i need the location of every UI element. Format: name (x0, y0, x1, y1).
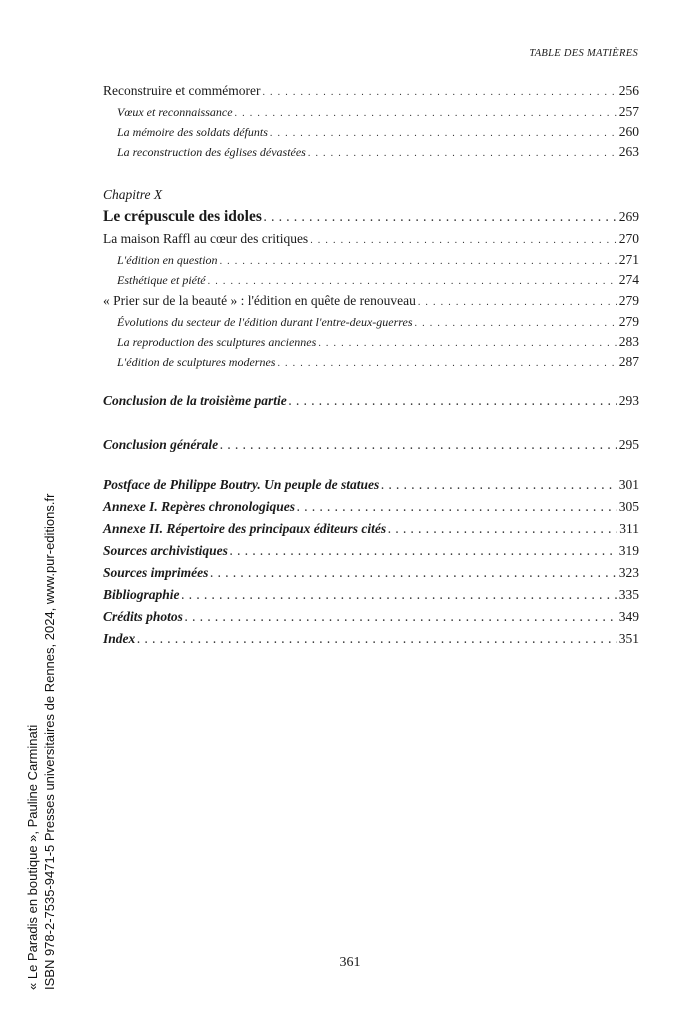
dot-leader (297, 496, 617, 520)
toc-entry-page: 349 (618, 609, 639, 624)
dot-leader (185, 606, 617, 630)
toc-entry-title: Conclusion générale (103, 437, 219, 452)
page-number: 361 (339, 955, 361, 970)
dot-leader (137, 628, 616, 652)
toc-subentry[interactable] (103, 102, 639, 122)
running-head: TABLE DES MATIÈRES (529, 48, 638, 59)
dot-leader (208, 270, 617, 292)
dot-leader (381, 474, 617, 498)
dot-leader (230, 540, 617, 564)
toc-subentry[interactable] (103, 122, 639, 142)
toc-entry-page: 274 (618, 272, 639, 287)
side-credit-line: ISBN 978-2-7535-9471-5 Presses universitaires de Rennes, 2024, www.pur-editions.fr (42, 493, 57, 990)
toc-entry-title: Reconstruire et commémorer (103, 83, 261, 98)
toc-back-matter-entry[interactable] (103, 628, 639, 650)
chapter-label: Chapitre X (103, 187, 163, 202)
toc-entry-page: 295 (618, 437, 639, 452)
toc-entry-page: 305 (618, 499, 639, 514)
toc-entry-title: « Prier sur de la beauté » : l'édition en quête de renouveau (103, 293, 416, 308)
toc-back-matter-entry[interactable] (103, 584, 639, 606)
toc-entry-page: 270 (618, 231, 639, 246)
toc-entry-page: 279 (618, 293, 639, 308)
dot-leader (235, 102, 617, 124)
toc-entry-page: 311 (619, 521, 639, 536)
toc-entry-page: 293 (618, 393, 639, 408)
toc-back-matter-entry[interactable] (103, 562, 639, 584)
toc-entry-title: Esthétique et piété (117, 273, 206, 287)
dot-leader (210, 562, 616, 586)
side-credit-line: « Le Paradis en boutique », Pauline Carminati (25, 724, 40, 990)
dot-leader (310, 228, 617, 252)
dot-leader (220, 434, 617, 458)
toc-entry-page: 351 (618, 631, 639, 646)
toc-entry-title: La maison Raffl au cœur des critiques (103, 231, 309, 246)
dot-leader (220, 250, 617, 272)
toc-entry[interactable] (103, 80, 639, 102)
toc-back-matter-entry[interactable] (103, 606, 639, 628)
toc-subentry[interactable] (103, 270, 639, 290)
toc-entry-title: Conclusion de la troisième partie (103, 393, 287, 408)
dot-leader (182, 584, 617, 608)
dot-leader (277, 352, 616, 374)
toc-back-matter-entry[interactable] (103, 540, 639, 562)
spacer (103, 372, 639, 390)
toc-entry-page: 323 (618, 565, 639, 580)
spacer (103, 412, 639, 434)
toc-entry[interactable] (103, 290, 639, 312)
toc-entry-page: 256 (618, 83, 639, 98)
dot-leader (262, 80, 616, 104)
spacer (103, 456, 639, 474)
toc-part-conclusion[interactable] (103, 390, 639, 412)
toc-back-matter-entry[interactable] (103, 474, 639, 496)
toc-entry-title: La mémoire des soldats défunts (117, 125, 268, 139)
toc-entry-page: 263 (618, 144, 639, 159)
toc-entry-title: L'édition en question (117, 253, 218, 267)
toc-entry-page: 301 (618, 477, 639, 492)
toc-back-matter-entry[interactable] (103, 518, 639, 540)
toc-entry-page: 335 (618, 587, 639, 602)
toc-entry-title: Postface de Philippe Boutry. Un peuple de statues (103, 477, 380, 492)
spacer (103, 162, 639, 184)
toc-chapter-entry[interactable] (103, 206, 639, 228)
toc-entry-page: 279 (618, 314, 639, 329)
toc-entry-title: Vœux et reconnaissance (117, 105, 233, 119)
toc-entry-title: La reconstruction des églises dévastées (117, 145, 306, 159)
dot-leader (289, 390, 617, 414)
dot-leader (264, 206, 617, 230)
toc-entry-title: Crédits photos (103, 609, 183, 624)
toc-entry-page: 287 (618, 354, 639, 369)
chapter-title: Le crépuscule des idoles (103, 208, 262, 225)
toc-subentry[interactable] (103, 250, 639, 270)
toc-subentry[interactable] (103, 332, 639, 352)
toc-entry-title: Annexe II. Répertoire des principaux éditeurs cités (103, 521, 387, 536)
toc-back-matter-entry[interactable] (103, 496, 639, 518)
toc-entry-page: 319 (618, 543, 639, 558)
table-of-contents (103, 80, 639, 650)
toc-entry-title: La reproduction des sculptures anciennes (117, 335, 317, 349)
toc-entry[interactable] (103, 228, 639, 250)
toc-entry-page: 269 (618, 209, 639, 224)
toc-entry-title: Sources imprimées (103, 565, 209, 580)
dot-leader (418, 290, 617, 314)
toc-entry-title: Sources archivistiques (103, 543, 228, 558)
toc-entry-title: Index (103, 631, 136, 646)
toc-entry-title: Bibliographie (103, 587, 180, 602)
toc-entry-title: Annexe I. Repères chronologiques (103, 499, 296, 514)
dot-leader (318, 332, 616, 354)
toc-entry-page: 283 (618, 334, 639, 349)
side-credit (24, 494, 58, 990)
dot-leader (270, 122, 617, 144)
dot-leader (415, 312, 617, 334)
toc-entry-title: Évolutions du secteur de l'édition durant l'entre-deux-guerres (117, 315, 413, 329)
toc-entry-page: 257 (618, 104, 639, 119)
toc-subentry[interactable] (103, 142, 639, 162)
toc-entry-page: 271 (618, 252, 639, 267)
toc-subentry[interactable] (103, 352, 639, 372)
toc-general-conclusion[interactable] (103, 434, 639, 456)
dot-leader (308, 142, 617, 164)
toc-entry-title: L'édition de sculptures modernes (117, 355, 276, 369)
dot-leader (388, 518, 617, 542)
toc-entry-page: 260 (618, 124, 639, 139)
toc-subentry[interactable] (103, 312, 639, 332)
